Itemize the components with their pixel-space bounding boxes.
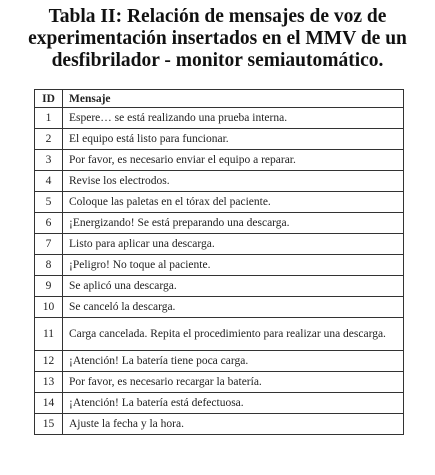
row-id: 12	[35, 351, 63, 372]
table-row	[35, 213, 404, 234]
row-message: Se canceló la descarga.	[63, 297, 404, 318]
row-message: El equipo está listo para funcionar.	[63, 129, 404, 150]
table-caption	[0, 6, 435, 72]
row-id: 4	[35, 171, 63, 192]
row-message: Por favor, es necesario recargar la batería.	[63, 372, 404, 393]
row-id: 11	[35, 318, 63, 351]
row-id: 1	[35, 108, 63, 129]
row-id: 7	[35, 234, 63, 255]
table-row	[35, 372, 404, 393]
row-id: 3	[35, 150, 63, 171]
caption-line-3: desfibrilador - monitor semiautomático.	[51, 50, 384, 71]
table-row	[35, 318, 404, 351]
row-id: 5	[35, 192, 63, 213]
row-id: 10	[35, 297, 63, 318]
table-row	[35, 108, 404, 129]
table-row	[35, 297, 404, 318]
row-message: ¡Atención! La batería está defectuosa.	[63, 393, 404, 414]
voice-messages-table	[34, 89, 404, 435]
row-message: ¡Peligro! No toque al paciente.	[63, 255, 404, 276]
table-row	[35, 414, 404, 435]
row-id: 15	[35, 414, 63, 435]
row-message: Revise los electrodos.	[63, 171, 404, 192]
row-message: Se aplicó una descarga.	[63, 276, 404, 297]
table-row	[35, 171, 404, 192]
header-message: Mensaje	[63, 90, 404, 108]
row-id: 9	[35, 276, 63, 297]
table-header-row	[35, 90, 404, 108]
table-row	[35, 393, 404, 414]
table-row	[35, 234, 404, 255]
row-id: 14	[35, 393, 63, 414]
row-id: 2	[35, 129, 63, 150]
table-row	[35, 150, 404, 171]
row-message: Por favor, es necesario enviar el equipo a reparar.	[63, 150, 404, 171]
caption-line-2: experimentación insertados en el MMV de un	[28, 28, 407, 49]
table-row	[35, 276, 404, 297]
row-message: ¡Energizando! Se está preparando una descarga.	[63, 213, 404, 234]
table-row	[35, 255, 404, 276]
row-message: Ajuste la fecha y la hora.	[63, 414, 404, 435]
caption-line-1: Tabla II: Relación de mensajes de voz de	[48, 6, 387, 27]
row-message: ¡Atención! La batería tiene poca carga.	[63, 351, 404, 372]
table-row	[35, 192, 404, 213]
row-message: Listo para aplicar una descarga.	[63, 234, 404, 255]
row-message: Coloque las paletas en el tórax del paciente.	[63, 192, 404, 213]
row-id: 6	[35, 213, 63, 234]
row-message: Espere… se está realizando una prueba interna.	[63, 108, 404, 129]
row-message: Carga cancelada. Repita el procedimiento para realizar una descarga.	[63, 318, 404, 351]
row-id: 8	[35, 255, 63, 276]
row-id: 13	[35, 372, 63, 393]
header-id: ID	[35, 90, 63, 108]
table-row	[35, 129, 404, 150]
table-row	[35, 351, 404, 372]
